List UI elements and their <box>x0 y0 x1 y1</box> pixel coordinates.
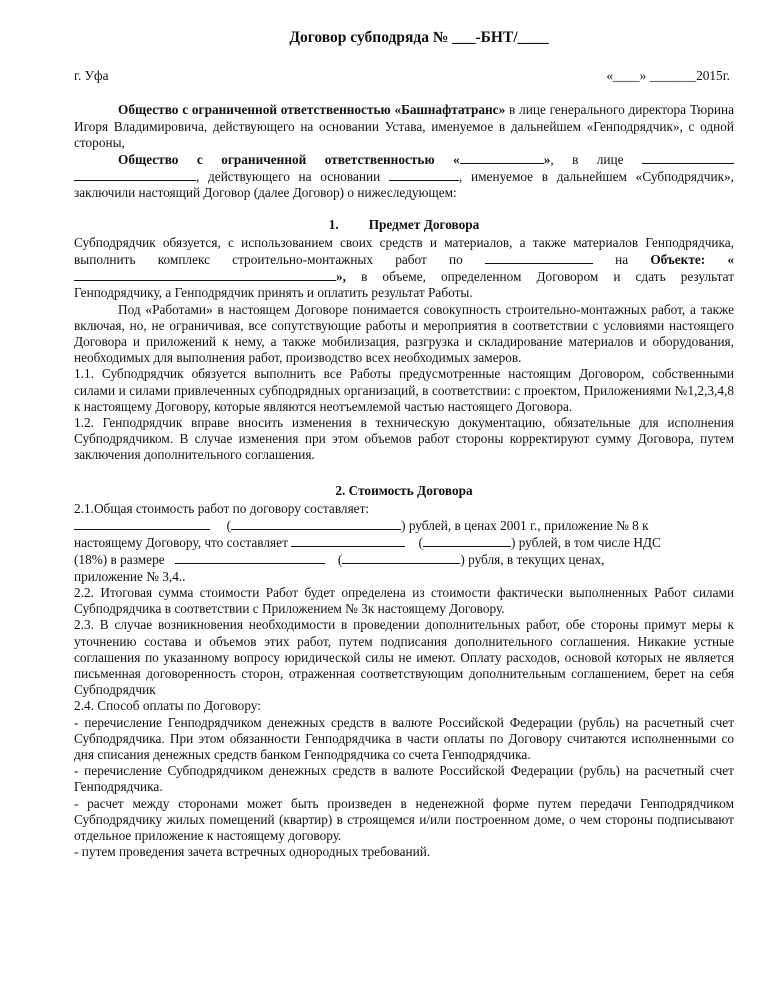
clause-2-1-heading: 2.1.Общая стоимость работ по договору составляет: <box>74 500 370 516</box>
section1-title: Предмет Договора <box>368 216 480 232</box>
section1-intro <box>74 235 734 302</box>
clause-2-1-text-f: (18%) в размере <box>74 552 165 568</box>
party2-rep-blank <box>642 151 734 164</box>
clause-2-1-line3 <box>74 551 734 568</box>
party2-quote-close: » <box>543 152 551 168</box>
payment-method-3: - расчет между сторонами может быть произведен в неденежной форме путем передачи Генподрядчиком Субподрядчику жилых помещений (квартир) в строящемся и/или построенном доме, о чем стороны подписывают отдельное приложение к настоящему договору. <box>74 795 734 843</box>
party-subpodryadchik <box>74 151 734 202</box>
party2-basis-blank <box>389 168 459 181</box>
clause-2-3: 2.3. В случае возникновения необходимости в проведении дополнительных работ, обе стороны примут меры к уточнению состава и объемов этих работ, путем подписания дополнительного соглашения. Никакие устные соглашения по указанному вопросу юридической силы не имеют. Оплату расходов, основой которых не является письменная договоренность сторон, отраженная соответствующим дополнительным соглашением, берет на себя Субподрядчик <box>74 617 734 698</box>
party2-text-b: , действующего на основании <box>196 169 381 185</box>
current-cost-words-blank <box>423 534 511 547</box>
total-cost-words-blank <box>231 517 401 530</box>
party-genpodryadchik <box>74 102 734 151</box>
current-cost-blank <box>291 534 405 547</box>
party2-text-d: «Субподрядчик», заключили настоящий Договор (далее Договор) о нижеследующем: <box>74 169 735 201</box>
clause-1-2: 1.2. Генподрядчик вправе вносить изменения в техническую документацию, обязательные для исполнения Субподрядчиком. В случае изменения при этом объемов работ стороны корректируют сумму Договора, путем заключения дополнительного соглашения. <box>74 415 734 463</box>
paren-open-1: ( <box>226 518 232 534</box>
clause-2-1-text-b: ) рублей, в ценах 2001 г., приложение № 8 к <box>401 518 649 534</box>
section1-intro-a: Субподрядчик обязуется, с использованием своих средств и материалов, а также материалов Генподрядчика, выполнить комплекс строительно-монтажных работ по <box>74 234 734 268</box>
section1-heading <box>74 217 734 233</box>
payment-method-4: - путем проведения зачета встречных однородных требований. <box>74 844 431 860</box>
works-scope-blank <box>485 251 593 264</box>
clause-1-1: 1.1. Субподрядчик обязуется выполнить все Работы предусмотренные настоящим Договором, собственными силами и силами привлеченных субподрядных организаций, в соответствии: с проектом, Приложениями №1,2,3,4,8 к настоящему Договору, которые являются неотъемлемой частью настоящего Договора. <box>74 366 734 414</box>
object-quote-close: », <box>336 269 346 285</box>
contract-date: «____» _______2015г. <box>606 68 730 84</box>
paren-open-2: ( <box>418 535 423 551</box>
clause-2-1-text-c: настоящему Договору, что составляет <box>74 535 288 551</box>
total-cost-blank <box>74 517 210 530</box>
section1-intro-e: в объеме, определенном Договором и сдать результат Генподрядчику, а Генподрядчик принять и оплатить результат Работы. <box>74 269 734 301</box>
section2-heading: 2. Стоимость Договора <box>335 482 473 498</box>
object-name-blank <box>74 268 336 281</box>
party2-rep-blank-2 <box>74 168 196 181</box>
party2-company: Общество с ограниченной ответственностью « <box>118 152 460 168</box>
party2-name-blank <box>460 151 544 164</box>
clause-2-1-line1 <box>74 517 734 534</box>
city-date-line <box>74 68 734 84</box>
clause-2-1-appendix: приложение № 3,4.. <box>74 568 186 584</box>
party1-details: в лице генерального директора Тюрина Игоря Владимировича, действующего на основании Устава, именуемое в дальнейшем «Генподрядчик», с одной стороны, <box>74 102 735 150</box>
document-title: Договор субподряда № ___-БНТ/____ <box>289 29 549 46</box>
works-definition: Под «Работами» в настоящем Договоре понимается совокупность строительно-монтажных работ, а также включая, но, не ограничивая, все сопутствующие работы и мероприятия в соответствии с условиями настоящего Договора и приложений к нему, а также мобилизация, разгрузка и складирование материалов и оборудования, необходимых для выполнения работ, производство всех необходимых замеров. <box>74 301 734 366</box>
paren-open-3: ( <box>337 552 343 568</box>
section1-intro-b: на <box>615 252 629 268</box>
section1-number: 1. <box>328 216 339 232</box>
object-label: Объекте: « <box>650 252 735 268</box>
clause-2-1-text-h: ) рубля, в текущих ценах, <box>460 552 605 568</box>
clause-2-4: 2.4. Способ оплаты по Договору: <box>74 698 261 714</box>
clause-2-1-text-e: ) рублей, в том числе НДС <box>510 535 661 551</box>
clause-2-2: 2.2. Итоговая сумма стоимости Работ будет определена из стоимости фактически выполненных Работ силами Субподрядчика в соответствии с Приложением № 3к настоящему Договору. <box>74 584 734 617</box>
vat-blank <box>175 551 325 564</box>
party1-company: Общество с ограниченной ответственностью «Башнафтатранс» <box>118 102 506 118</box>
clause-2-1-line2 <box>74 534 734 551</box>
party2-text-a: , в лице <box>550 152 624 168</box>
vat-words-blank <box>342 551 460 564</box>
payment-method-2: - перечисление Субподрядчиком денежных средств в валюте Российской Федерации (рубль) на расчетный счет Генподрядчика. <box>74 763 734 795</box>
payment-method-1: - перечисление Генподрядчиком денежных средств в валюте Российской Федерации (рубль) на расчетный счет Субподрядчика. При этом обязанности Генподрядчика в части оплаты по Договору считаются исполненными со дня списания денежных средств банком Генподрядчика со счета Генподрядчика. <box>74 714 734 762</box>
city: г. Уфа <box>74 68 109 84</box>
party2-text-c: , именуемое в дальнейшем <box>459 169 627 185</box>
